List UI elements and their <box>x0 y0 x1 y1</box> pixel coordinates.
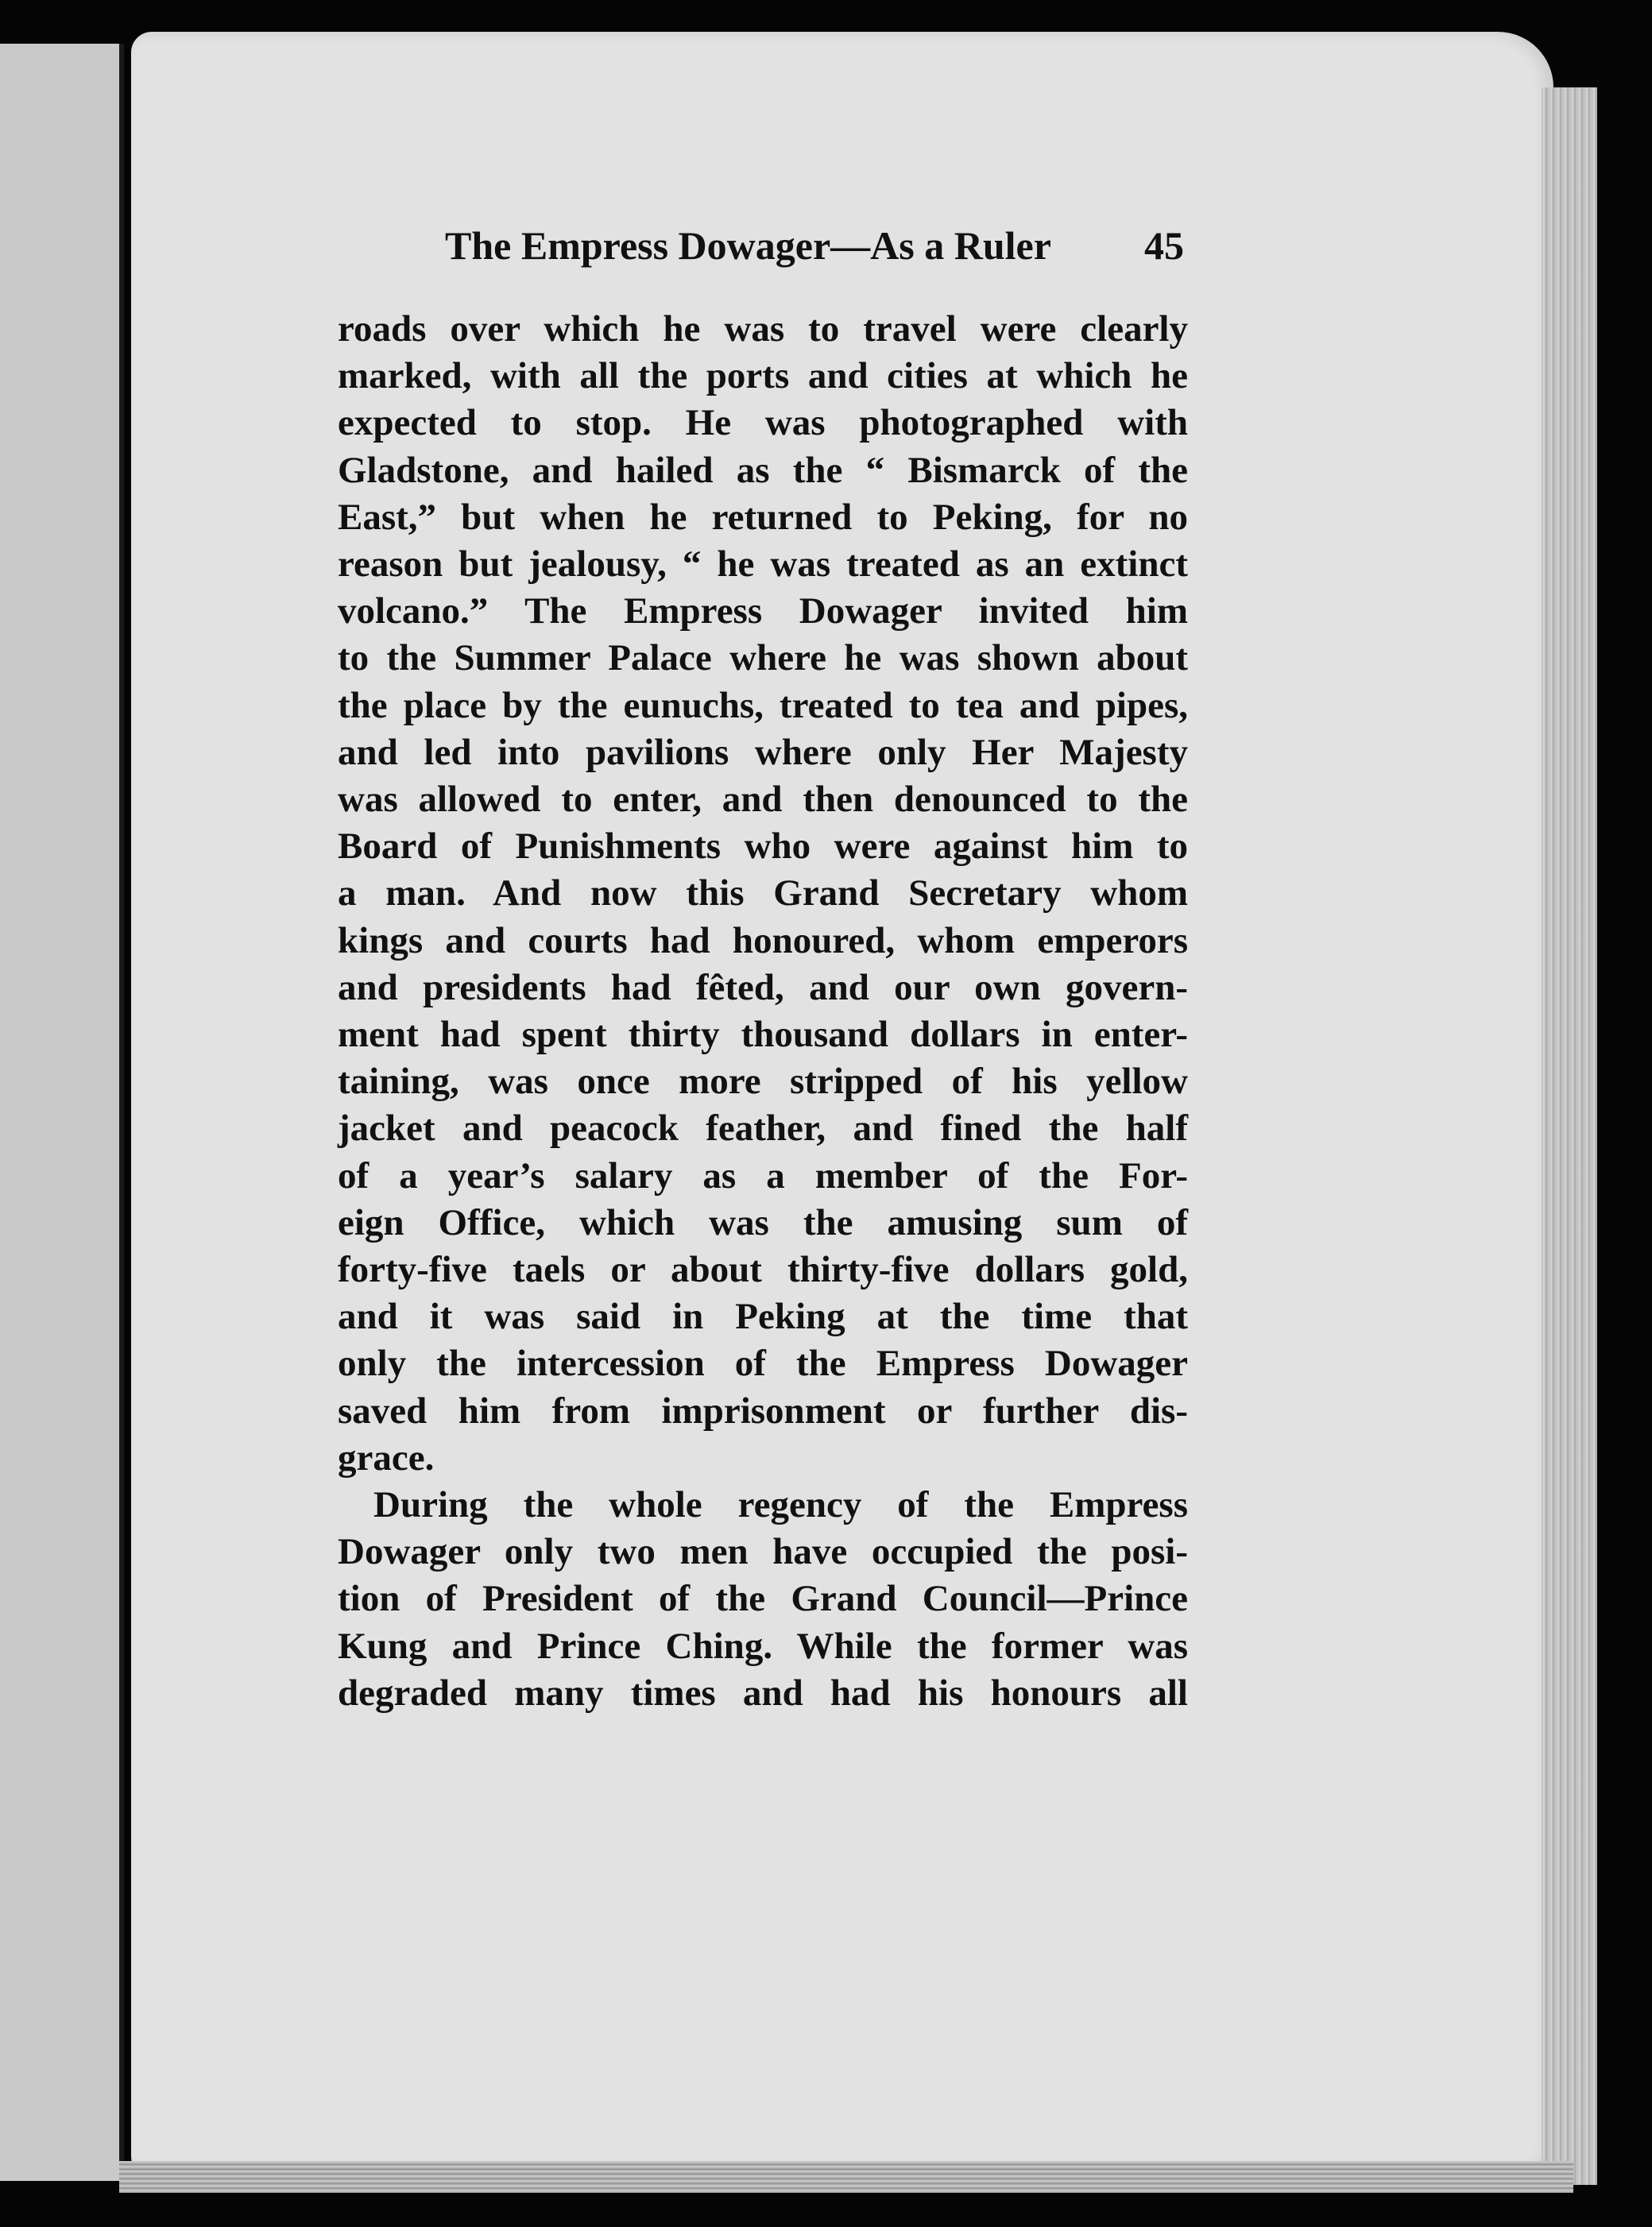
text-line: eign Office, which was the amusing sum of <box>338 1201 1188 1243</box>
text-line: reason but jealousy, “ he was treated as an extinct <box>338 543 1188 586</box>
text-line: only the intercession of the Empress Dowager <box>338 1343 1188 1385</box>
text-line: Gladstone, and hailed as the “ Bismarck of the <box>338 449 1188 491</box>
text-line: the place by the eunuchs, treated to tea and pipes, <box>338 684 1188 726</box>
page-header <box>445 222 1184 269</box>
text-line: and led into pavilions where only Her Majesty <box>338 731 1188 773</box>
page-bottom-edge <box>119 2161 1573 2193</box>
text-line: was allowed to enter, and then denounced to the <box>338 779 1188 821</box>
text-line: and presidents had fêted, and our own govern- <box>338 966 1188 1008</box>
text-line: volcano.” The Empress Dowager invited him <box>338 590 1188 632</box>
text-line: ment had spent thirty thousand dollars in enter- <box>338 1014 1188 1056</box>
body-text <box>338 306 1188 1717</box>
page-number: 45 <box>1144 223 1184 268</box>
text-line: marked, with all the ports and cities at which he <box>338 355 1188 397</box>
text-line: Dowager only two men have occupied the posi- <box>338 1531 1188 1573</box>
running-head: The Empress Dowager—As a Ruler <box>445 223 1051 268</box>
paragraph <box>338 1482 1188 1717</box>
text-line: to the Summer Palace where he was shown about <box>338 637 1188 679</box>
text-line: jacket and peacock feather, and fined the half <box>338 1108 1188 1150</box>
text-line: a man. And now this Grand Secretary whom <box>338 872 1188 914</box>
text-line: taining, was once more stripped of his yellow <box>338 1061 1188 1103</box>
text-line: of a year’s salary as a member of the For- <box>338 1154 1188 1197</box>
text-line: East,” but when he returned to Peking, for no <box>338 496 1188 538</box>
paragraph <box>338 306 1188 1482</box>
text-line: expected to stop. He was photographed with <box>338 402 1188 444</box>
text-line: During the whole regency of the Empress <box>373 1484 1188 1526</box>
text-line: saved him from imprisonment or further dis- <box>338 1390 1188 1432</box>
text-line: and it was said in Peking at the time that <box>338 1296 1188 1338</box>
text-line: tion of President of the Grand Council—Prince <box>338 1578 1188 1620</box>
text-line: kings and courts had honoured, whom emperors <box>338 919 1188 961</box>
text-line: degraded many times and had his honours all <box>338 1672 1188 1714</box>
text-line: forty-five taels or about thirty-five dollars gold, <box>338 1249 1188 1291</box>
text-line: Board of Punishments who were against him to <box>338 825 1188 868</box>
text-line: Kung and Prince Ching. While the former was <box>338 1625 1188 1667</box>
text-line: grace. <box>338 1436 435 1479</box>
page-stack-edge <box>1542 87 1597 2185</box>
previous-page-edge <box>0 44 124 2181</box>
text-line: roads over which he was to travel were clearly <box>338 308 1188 350</box>
